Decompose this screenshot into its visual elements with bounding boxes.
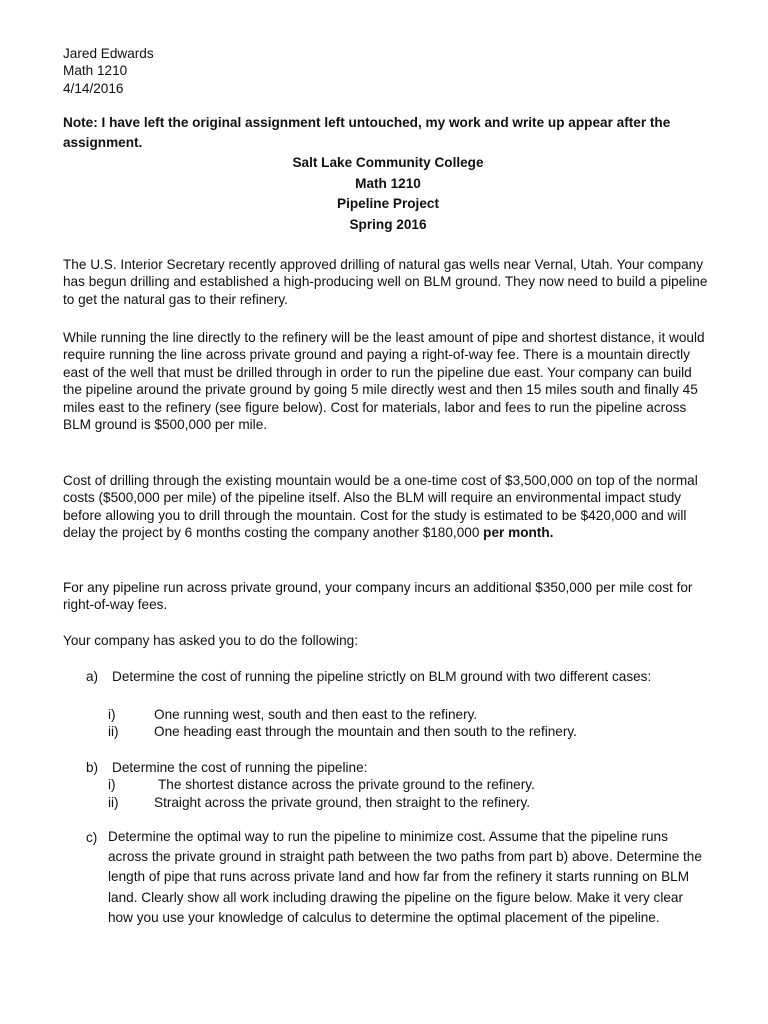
task-b-i-text: The shortest distance across the private ground to the refinery. xyxy=(158,777,535,792)
note: Note: I have left the original assignment left untouched, my work and write up appear after the assignment. xyxy=(63,115,671,150)
paragraph-drilling-cost xyxy=(63,472,713,542)
task-a-i-text: One running west, south and then east to the refinery. xyxy=(154,707,478,722)
task-b-text: Determine the cost of running the pipeline: xyxy=(112,760,368,775)
per-month-emphasis: per month. xyxy=(483,525,554,541)
drilling-cost-text: Cost of drilling through the existing mountain would be a one-time cost of $3,500,000 on top of the normal costs ($500,000 per mile) of the pipeline itself. Also the BLM will require an environmental impact study before allowing you to drill through the mountain. Cost for the study is estimated to be $420,000 and will delay the project by 6 months costing the company another $180,000 xyxy=(63,473,698,541)
paragraph-route: While running the line directly to the refinery will be the least amount of pipe and shortest distance, it would require running the line across private ground and paying a right-of-way fee. There is a mountain directly east of the well that must be drilled through in order to run the pipeline due east. Your company can build the pipeline around the private ground by going 5 mile directly west and then 15 miles south and finally 45 miles east to the refinery (see figure below). Cost for materials, labor and fees to run the pipeline across BLM ground is $500,000 per mile. xyxy=(63,330,705,433)
task-a-marker: a) xyxy=(86,669,99,684)
paragraph-intro: The U.S. Interior Secretary recently approved drilling of natural gas wells near Vernal, Utah. Your company has begun drilling and established a high-producing well on BLM ground. They now need to build a pipeline to get the natural gas to their refinery. xyxy=(63,257,708,307)
task-c-marker: c) xyxy=(86,830,98,845)
college-name: Salt Lake Community College xyxy=(292,155,484,170)
task-a-text: Determine the cost of running the pipeline strictly on BLM ground with two different cases: xyxy=(112,669,652,684)
task-b-ii-text: Straight across the private ground, then straight to the refinery. xyxy=(154,795,531,810)
task-c-text: Determine the optimal way to run the pipeline to minimize cost. Assume that the pipeline runs across the private ground in straight path between the two paths from part b) above. Determine the length of pipe that runs across private land and how far from the refinery it starts running on BLM land. Clearly show all work including drawing the pipeline on the figure below. Make it very clear how you use your knowledge of calculus to determine the optimal placement of the pipeline. xyxy=(108,829,702,925)
author-name: Jared Edwards xyxy=(63,46,154,61)
submission-date: 4/14/2016 xyxy=(63,80,124,96)
author-header xyxy=(63,45,713,97)
course-title: Math 1210 xyxy=(355,175,421,191)
task-a-ii-text: One heading east through the mountain and then south to the refinery. xyxy=(154,724,577,739)
task-b-i-marker: i) xyxy=(108,777,116,792)
task-b-ii-marker: ii) xyxy=(108,795,119,810)
course-number: Math 1210 xyxy=(63,63,128,79)
project-title: Pipeline Project xyxy=(337,196,439,211)
task-a-ii-marker: ii) xyxy=(108,724,119,739)
paragraph-tasks-intro: Your company has asked you to do the following: xyxy=(63,633,358,648)
term-title: Spring 2016 xyxy=(349,216,427,232)
paragraph-right-of-way: For any pipeline run across private ground, your company incurs an additional $350,000 per mile cost for right-of-way fees. xyxy=(63,580,693,613)
task-a-i-marker: i) xyxy=(108,707,116,722)
task-b-marker: b) xyxy=(86,760,99,775)
document-title xyxy=(63,153,713,235)
